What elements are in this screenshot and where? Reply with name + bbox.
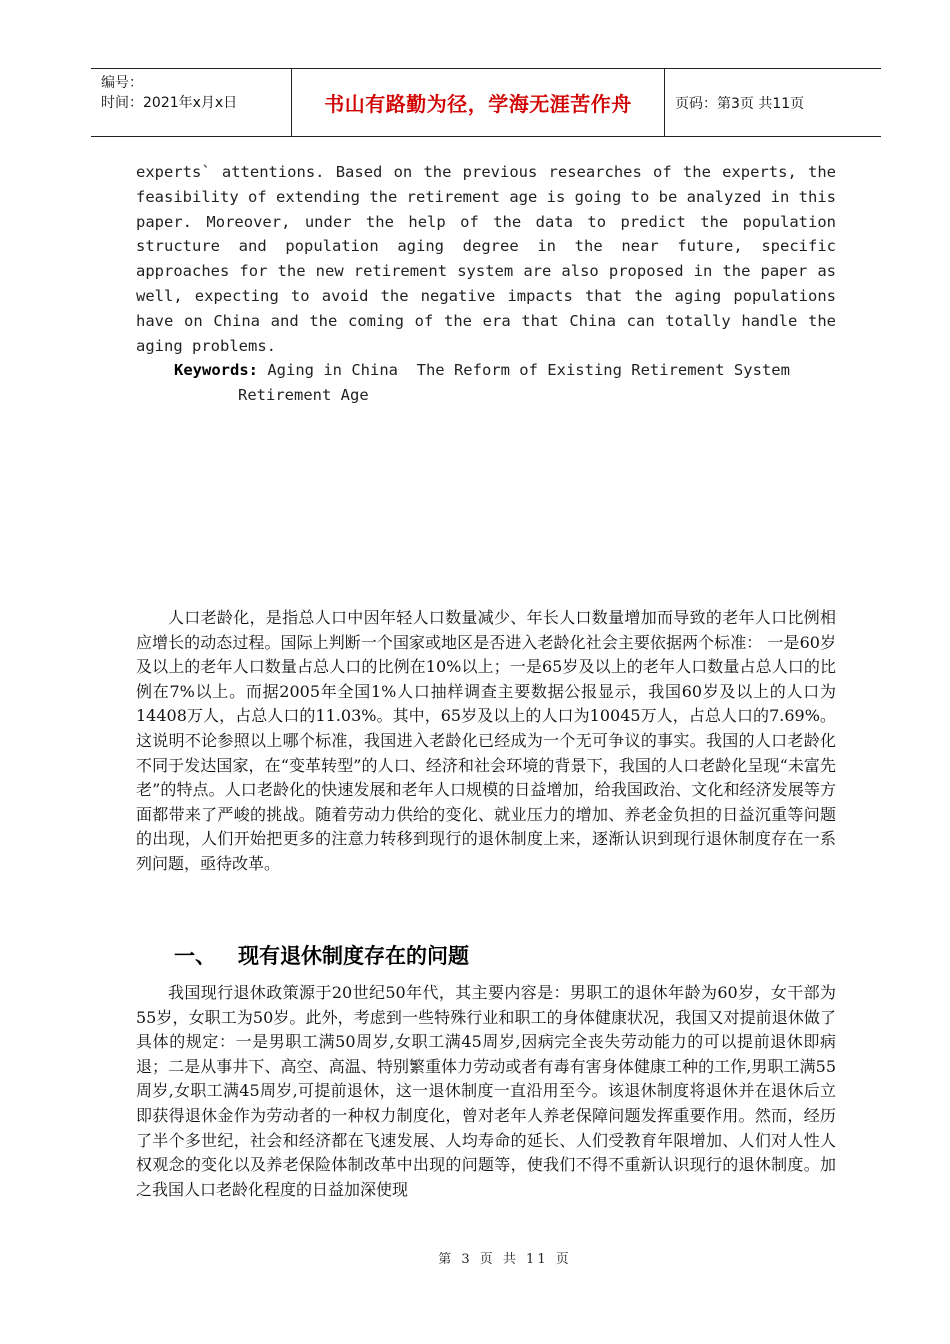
section-number: 一、 [174,944,216,968]
time-label: 时间：2021年x月x日 [101,95,238,111]
keywords-values: Aging in China The Reform of Existing Retirement System [258,361,790,379]
keywords-line-1 [174,358,836,383]
body-paragraph-1: 人口老龄化，是指总人口中因年轻人口数量减少、年长人口数量增加而导致的老年人口比例相应增长的动态过程。国际上判断一个国家或地区是否进入老龄化社会主要依据两个标准： 一是60岁及以上的老年人口数量占总人口的比例在10%以上；一是65岁及以上的老年人口数量占总人口的比例在7%以上。而据2005年全国1%人口抽样调查主要数据公报显示，我国60岁及以上的人口为14408万人，占总人口的11.03%。其中，65岁及以上的人口为10045万人，占总人口的7.69%。这说明不论参照以上哪个标准，我国进入老龄化已经成为一个无可争议的事实。我国的人口老龄化不同于发达国家，在“变革转型”的人口、经济和社会环境的背景下，我国的人口老龄化呈现“未富先老”的特点。人口老龄化的快速发展和老年人口规模的日益增加，给我国政治、文化和经济发展等方面都带来了严峻的挑战。随着劳动力供给的变化、就业压力的增加、养老金负担的日益沉重等问题的出现，人们开始把更多的注意力转移到现行的退休制度上来，逐渐认识到现行退休制度存在一系列问题，亟待改革。 [136,608,836,873]
section-title: 现有退休制度存在的问题 [238,944,469,968]
header-page-info: 页码：第3页 共11页 [675,95,805,112]
doc-number-label: 编号： [101,75,143,91]
keywords-label: Keywords: [174,361,258,379]
page-footer: 第 3 页 共 11 页 [438,1252,572,1267]
page-header [91,68,881,137]
keywords [174,358,836,408]
keywords-line-2: Retirement Age [238,385,369,404]
header-meta [91,69,292,136]
header-motto: 书山有路勤为径，学海无涯苦作舟 [292,69,665,136]
section-heading [174,940,469,970]
english-abstract: experts` attentions. Based on the previous researches of the experts, the feasibility of extending the retirement age is going to be analyzed in this paper. Moreover, under the help of the data to predict the population structure and population aging degree in the near future, specific approaches for the new retirement system are also proposed in the paper as well, expecting to avoid the negative impacts that the aging populations have on China and the coming of the era that China can totally handle the aging problems. [136,163,836,355]
body-paragraph-2: 我国现行退休政策源于20世纪50年代，其主要内容是：男职工的退休年龄为60岁，女干部为55岁，女职工为50岁。此外，考虑到一些特殊行业和职工的身体健康状况，我国又对提前退休做了具体的规定：一是男职工满50周岁,女职工满45周岁,因病完全丧失劳动能力的可以提前退休即病退；二是从事井下、高空、高温、特别繁重体力劳动或者有毒有害身体健康工种的工作,男职工满55周岁,女职工满45周岁,可提前退休，这一退休制度一直沿用至今。该退休制度将退休并在退休后立即获得退休金作为劳动者的一种权力制度化，曾对老年人养老保障问题发挥重要作用。然而，经历了半个多世纪，社会和经济都在飞速发展、人均寿命的延长、人们受教育年限增加、人们对人性人权观念的变化以及养老保险体制改革中出现的问题等，使我们不得不重新认识现行的退休制度。加之我国人口老龄化程度的日益加深使现 [136,983,836,1199]
